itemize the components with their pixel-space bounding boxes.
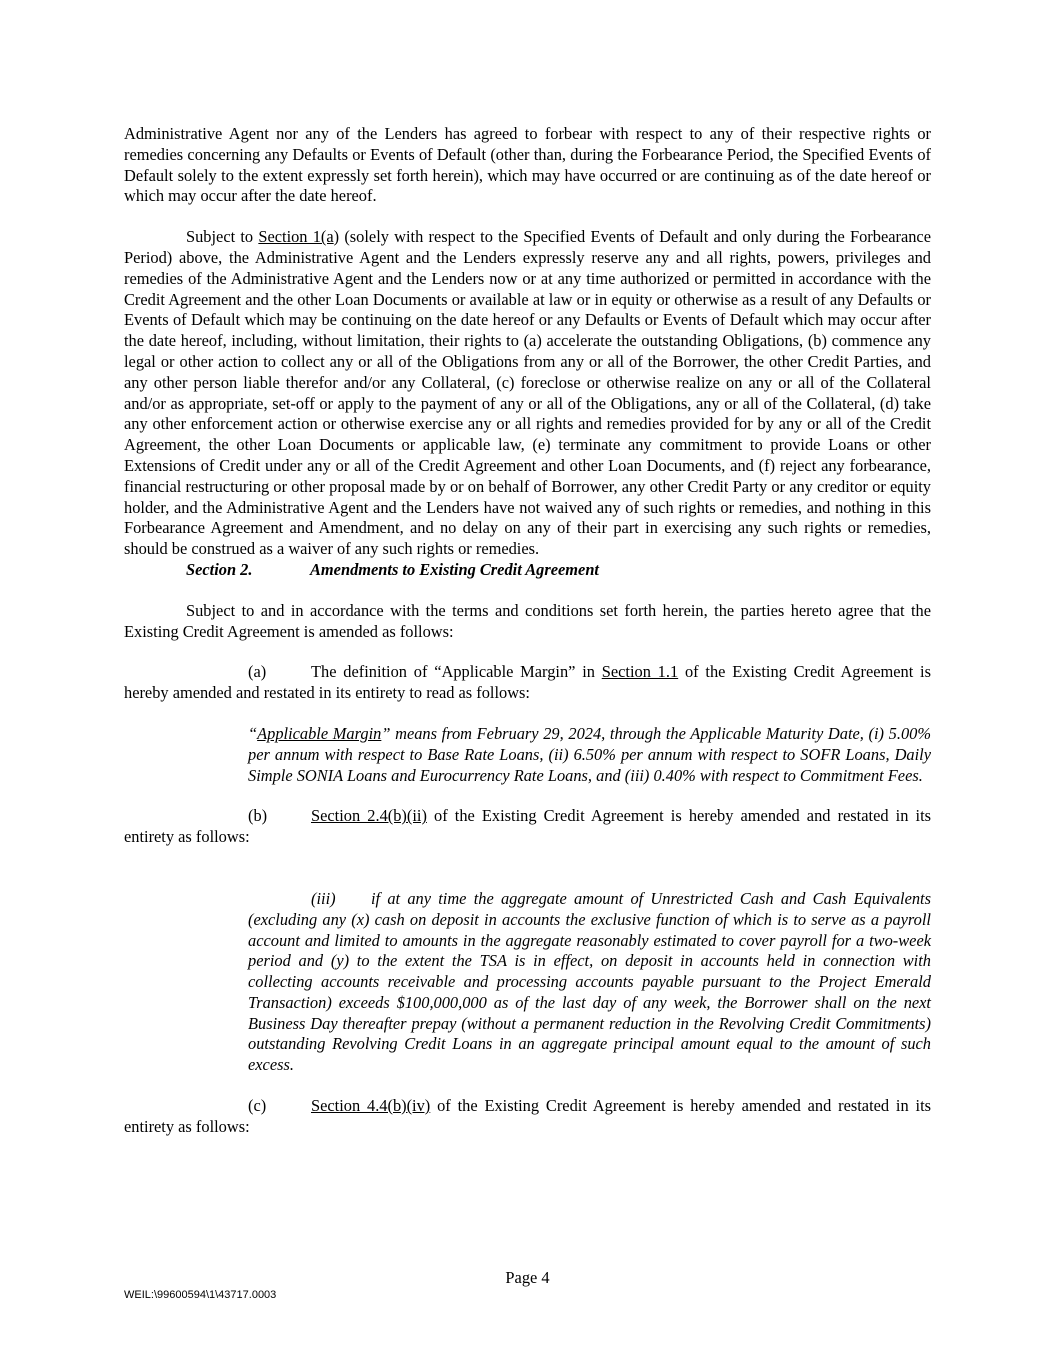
item-label: (a) [248,662,267,682]
document-id: WEIL:\99600594\1\43717.0003 [124,1289,277,1301]
section-reference: Section 1(a [258,227,334,247]
quote-mark: “ [248,723,258,743]
amendment-item-c [124,1096,931,1138]
paragraph-text: ) (solely with respect to the Specified Events of Default and only during the Forbearance Period) above, the Administrative Agent and the Lenders expressly reserve any and all rights, powers, privileges and remedies of the Administrative Agent and the Lenders now or at any time authorized or permitted in accordance with the Credit Agreement and the other Loan Documents or available at law or in equity or otherwise as a result of any Defaults or Events of Default which may be continuing on the date hereof or any Defaults or Events of Default which may occur after the date hereof, including, without limitation, their rights to (a) accelerate the outstanding Obligations, (b) commence any legal or other action to collect any or all of the Obligations from any or all of the Borrower, the other Credit Parties, and any other person liable therefor and/or any Collateral, (c) foreclose or otherwise realize on any or all of the Collateral and/or as appropriate, set-off or apply to the payment of any or all of the Obligations, any or all of the Collateral, (d) take any other enforcement action or otherwise exercise any or all rights and remedies provided for by any or all of the Credit Agreement, the other Loan Documents or applicable law, (e) terminate any commitment to provide Loans or other Extensions of Credit under any or all of the Credit Agreement and other Loan Documents, and (f) reject any forbearance, financial restructuring or other proposal made by or on behalf of Borrower, any other Credit Party or any creditor or equity holder, and the Administrative Agent and the Lenders have not waived any of such rights or remedies, and nothing in this Forbearance Agreement and Amendment, and no delay on any of their part in exercising any such rights or remedies, should be construed as a waiver of any such rights or remedies. [124,227,931,559]
defined-term: Applicable Margin [257,723,382,743]
amendment-item-b [124,806,931,848]
section-intro: Subject to and in accordance with the terms and conditions set forth herein, the parties hereto agree that the Existing Credit Agreement is amended as follows: [124,600,931,641]
paragraph-reservation-continued: Administrative Agent nor any of the Lenders has agreed to forbear with respect to any of their respective rights or remedies concerning any Defaults or Events of Default (other than, during the Forbearance Period, the Specified Events of Default solely to the extent expressly set forth herein), which may have occurred or are continuing as of the date hereof or which may occur after the date hereof. [124,124,931,206]
item-text: of the Existing Credit Agreement is hereby amended and restated in its entirety as follows: [124,806,931,847]
item-label: (c) [248,1096,267,1116]
section-reference: Section 4.4(b)(iv) [311,1096,431,1116]
clause-label: (iii) [311,888,336,908]
section-heading [124,560,931,581]
section-title: Amendments to Existing Credit Agreement [310,559,599,579]
paragraph-reservation-of-rights [124,227,931,560]
paragraph-text: Subject to [186,227,259,247]
clause-text: if at any time the aggregate amount of Unrestricted Cash and Cash Equivalents (excluding any (x) cash on deposit in accounts the exclusive function of which is to serve as a payroll account and limited to amounts in the aggregate reasonably estimated to cover payroll for a two-week period and (y) to the extent the TSA is in effect, on deposit in accounts held in connection with collecting accounts receivable and processing accounts payable pursuant to the Project Emerald Transaction) exceeds $100,000,000 as of the last day of any week, the Borrower shall on the next Business Day thereafter prepay (without a permanent reduction in the Revolving Credit Commitments) outstanding Revolving Credit Loans in an aggregate principal amount equal to the amount of such excess. [248,888,931,1075]
amended-clause-quote [248,868,931,1076]
amendment-item-a [124,662,931,704]
item-label: (b) [248,806,268,826]
item-text: The definition of “Applicable Margin” in [311,662,602,682]
page-number: Page 4 [505,1268,550,1287]
item-text: of the Existing Credit Agreement is hereby amended and restated in its entirety to read as follows: [124,662,931,703]
definition-text: ” means from February 29, 2024, through the Applicable Maturity Date, (i) 5.00% per annum with respect to Base Rate Loans, (ii) 6.50% per annum with respect to SOFR Loans, Daily Simple SONIA Loans and Eurocurrency Rate Loans, and (iii) 0.40% with respect to Commitment Fees. [248,723,931,785]
item-text: of the Existing Credit Agreement is hereby amended and restated in its entirety as follows: [124,1096,931,1136]
amended-definition-quote [248,724,931,786]
section-reference: Section 2.4(b)(ii) [311,806,427,826]
document-body [124,124,931,1138]
section-reference: Section 1.1 [601,662,679,682]
section-number: Section 2. [186,559,253,579]
